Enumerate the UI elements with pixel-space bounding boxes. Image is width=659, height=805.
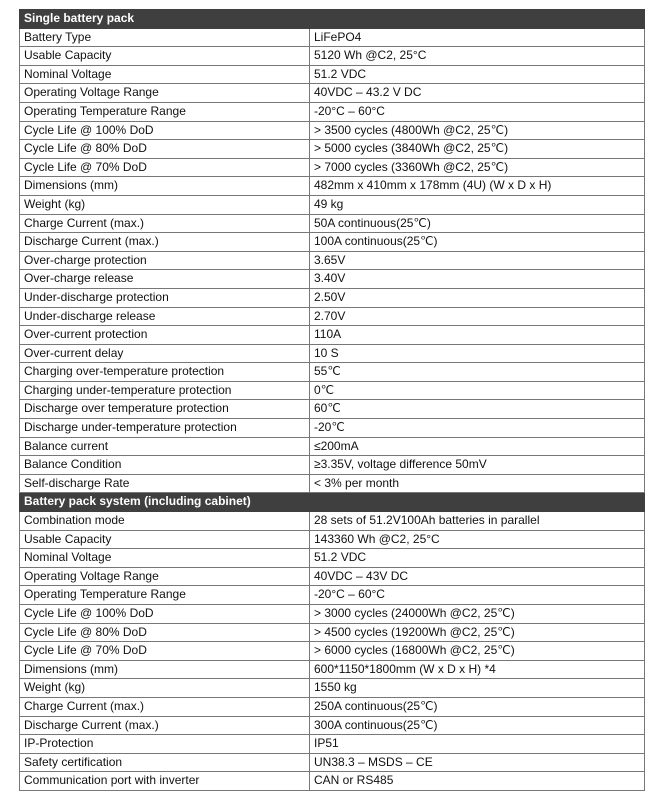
spec-value: 51.2 VDC	[310, 549, 645, 568]
spec-label: Combination mode	[20, 512, 310, 531]
spec-label: Nominal Voltage	[20, 549, 310, 568]
spec-row	[20, 530, 645, 549]
spec-value: 482mm x 410mm x 178mm (4U) (W x D x H)	[310, 177, 645, 196]
spec-label: Cycle Life @ 80% DoD	[20, 140, 310, 159]
spec-row	[20, 586, 645, 605]
spec-value: ≤200mA	[310, 437, 645, 456]
spec-label: Operating Temperature Range	[20, 102, 310, 121]
spec-row	[20, 512, 645, 531]
spec-row	[20, 270, 645, 289]
spec-row	[20, 288, 645, 307]
spec-table-container	[19, 9, 644, 791]
spec-label: Nominal Voltage	[20, 65, 310, 84]
section-header-row	[20, 10, 645, 29]
spec-row	[20, 419, 645, 438]
spec-row	[20, 84, 645, 103]
spec-row	[20, 660, 645, 679]
spec-value: > 3500 cycles (4800Wh @C2, 25℃)	[310, 121, 645, 140]
spec-row	[20, 65, 645, 84]
spec-value: 51.2 VDC	[310, 65, 645, 84]
spec-label: Dimensions (mm)	[20, 177, 310, 196]
spec-value: 300A continuous(25℃)	[310, 716, 645, 735]
spec-row	[20, 679, 645, 698]
spec-label: Dimensions (mm)	[20, 660, 310, 679]
spec-value: UN38.3 – MSDS – CE	[310, 753, 645, 772]
spec-row	[20, 158, 645, 177]
spec-value: CAN or RS485	[310, 772, 645, 791]
spec-value: IP51	[310, 735, 645, 754]
spec-value: -20°C – 60°C	[310, 102, 645, 121]
spec-label: Cycle Life @ 70% DoD	[20, 158, 310, 177]
section-header-row	[20, 493, 645, 512]
spec-row	[20, 214, 645, 233]
spec-label: Battery Type	[20, 28, 310, 47]
spec-row	[20, 753, 645, 772]
spec-value: 49 kg	[310, 195, 645, 214]
spec-label: IP-Protection	[20, 735, 310, 754]
spec-row	[20, 344, 645, 363]
spec-value: > 4500 cycles (19200Wh @C2, 25℃)	[310, 623, 645, 642]
spec-row	[20, 381, 645, 400]
spec-label: Over-charge protection	[20, 251, 310, 270]
spec-value: 600*1150*1800mm (W x D x H) *4	[310, 660, 645, 679]
spec-value: > 3000 cycles (24000Wh @C2, 25℃)	[310, 605, 645, 624]
spec-label: Discharge under-temperature protection	[20, 419, 310, 438]
spec-value: 40VDC – 43V DC	[310, 567, 645, 586]
spec-label: Under-discharge release	[20, 307, 310, 326]
spec-row	[20, 363, 645, 382]
spec-row	[20, 177, 645, 196]
spec-label: Cycle Life @ 70% DoD	[20, 642, 310, 661]
spec-label: Operating Voltage Range	[20, 84, 310, 103]
spec-row	[20, 772, 645, 791]
spec-row	[20, 102, 645, 121]
spec-value: 0℃	[310, 381, 645, 400]
section-title: Battery pack system (including cabinet)	[20, 493, 645, 512]
spec-value: 2.70V	[310, 307, 645, 326]
spec-label: Safety certification	[20, 753, 310, 772]
spec-label: Communication port with inverter	[20, 772, 310, 791]
spec-label: Over-current delay	[20, 344, 310, 363]
spec-row	[20, 642, 645, 661]
spec-row	[20, 140, 645, 159]
spec-label: Under-discharge protection	[20, 288, 310, 307]
spec-value: 55℃	[310, 363, 645, 382]
spec-label: Operating Voltage Range	[20, 567, 310, 586]
spec-value: 100A continuous(25℃)	[310, 233, 645, 252]
section-title: Single battery pack	[20, 10, 645, 29]
spec-row	[20, 456, 645, 475]
spec-label: Usable Capacity	[20, 47, 310, 66]
spec-value: ≥3.35V, voltage difference 50mV	[310, 456, 645, 475]
spec-label: Over-current protection	[20, 326, 310, 345]
spec-label: Weight (kg)	[20, 679, 310, 698]
spec-value: LiFePO4	[310, 28, 645, 47]
spec-value: > 6000 cycles (16800Wh @C2, 25℃)	[310, 642, 645, 661]
spec-value: < 3% per month	[310, 474, 645, 493]
spec-row	[20, 400, 645, 419]
spec-value: 50A continuous(25℃)	[310, 214, 645, 233]
spec-row	[20, 437, 645, 456]
spec-label: Cycle Life @ 100% DoD	[20, 605, 310, 624]
spec-value: -20°C – 60°C	[310, 586, 645, 605]
spec-label: Discharge Current (max.)	[20, 233, 310, 252]
spec-value: 110A	[310, 326, 645, 345]
spec-row	[20, 697, 645, 716]
spec-label: Cycle Life @ 100% DoD	[20, 121, 310, 140]
spec-table-body	[20, 10, 645, 791]
spec-row	[20, 28, 645, 47]
spec-label: Self-discharge Rate	[20, 474, 310, 493]
spec-row	[20, 195, 645, 214]
spec-label: Usable Capacity	[20, 530, 310, 549]
spec-label: Charging over-temperature protection	[20, 363, 310, 382]
spec-label: Discharge over temperature protection	[20, 400, 310, 419]
spec-row	[20, 716, 645, 735]
spec-value: 10 S	[310, 344, 645, 363]
spec-value: 143360 Wh @C2, 25°C	[310, 530, 645, 549]
spec-label: Over-charge release	[20, 270, 310, 289]
battery-spec-table	[19, 9, 645, 791]
spec-label: Cycle Life @ 80% DoD	[20, 623, 310, 642]
spec-row	[20, 474, 645, 493]
spec-value: 40VDC – 43.2 V DC	[310, 84, 645, 103]
spec-label: Charging under-temperature protection	[20, 381, 310, 400]
spec-row	[20, 549, 645, 568]
spec-row	[20, 47, 645, 66]
spec-row	[20, 121, 645, 140]
spec-row	[20, 251, 645, 270]
spec-value: > 5000 cycles (3840Wh @C2, 25℃)	[310, 140, 645, 159]
spec-value: > 7000 cycles (3360Wh @C2, 25℃)	[310, 158, 645, 177]
spec-value: -20℃	[310, 419, 645, 438]
spec-label: Operating Temperature Range	[20, 586, 310, 605]
spec-row	[20, 326, 645, 345]
spec-row	[20, 623, 645, 642]
spec-row	[20, 233, 645, 252]
spec-row	[20, 605, 645, 624]
spec-label: Charge Current (max.)	[20, 214, 310, 233]
spec-value: 250A continuous(25℃)	[310, 697, 645, 716]
spec-value: 3.40V	[310, 270, 645, 289]
spec-value: 60℃	[310, 400, 645, 419]
spec-value: 2.50V	[310, 288, 645, 307]
spec-label: Balance Condition	[20, 456, 310, 475]
spec-value: 28 sets of 51.2V100Ah batteries in parallel	[310, 512, 645, 531]
spec-value: 1550 kg	[310, 679, 645, 698]
spec-value: 5120 Wh @C2, 25°C	[310, 47, 645, 66]
spec-value: 3.65V	[310, 251, 645, 270]
spec-label: Balance current	[20, 437, 310, 456]
spec-label: Charge Current (max.)	[20, 697, 310, 716]
spec-row	[20, 307, 645, 326]
spec-label: Weight (kg)	[20, 195, 310, 214]
spec-row	[20, 567, 645, 586]
spec-row	[20, 735, 645, 754]
spec-label: Discharge Current (max.)	[20, 716, 310, 735]
